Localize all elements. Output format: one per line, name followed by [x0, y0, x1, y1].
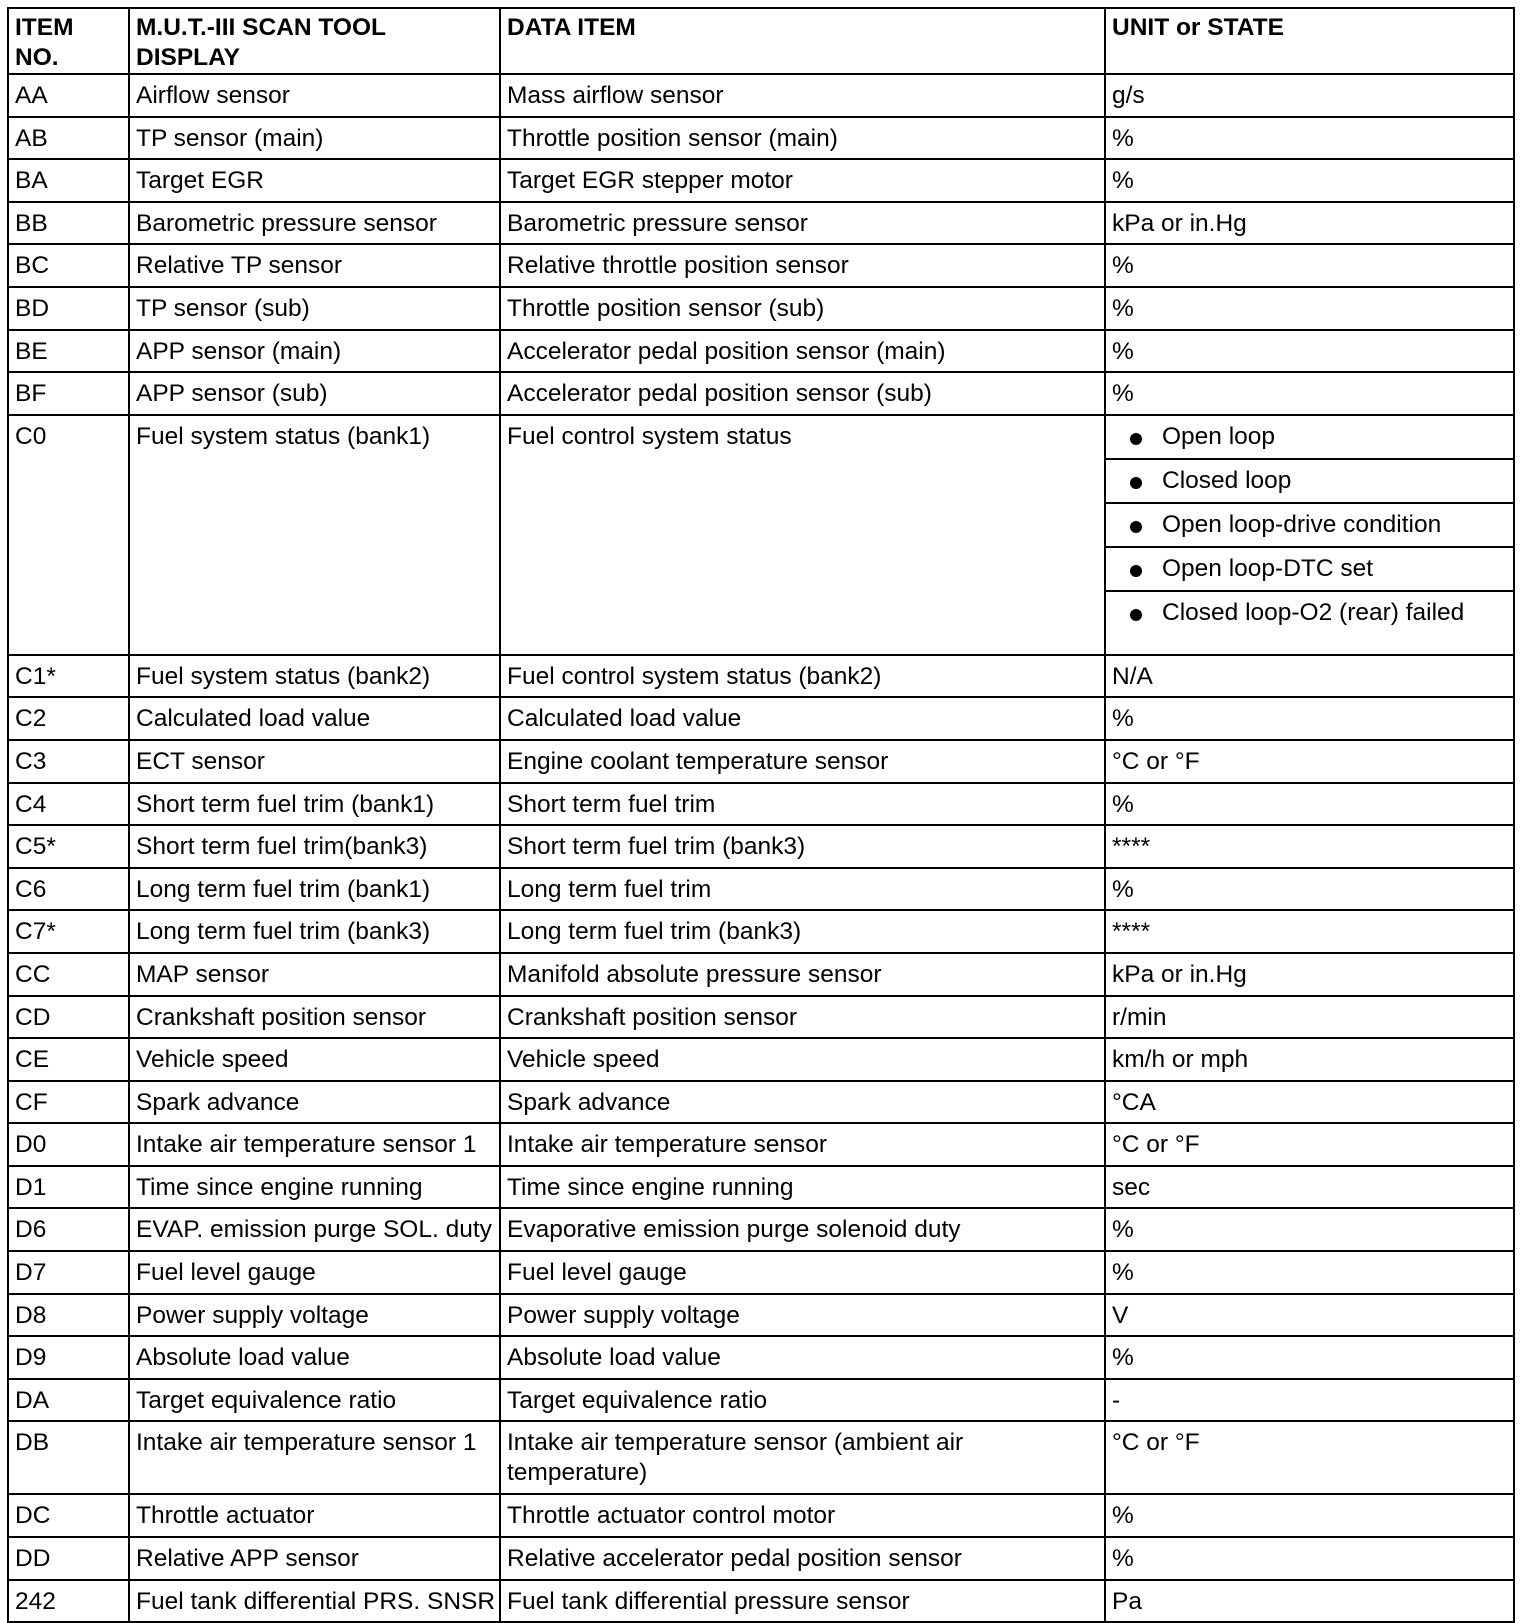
cell-data-item: Target equivalence ratio — [500, 1379, 1105, 1422]
cell-unit: °C or °F — [1105, 1123, 1514, 1166]
header-row — [8, 8, 1514, 74]
cell-unit: V — [1105, 1294, 1514, 1337]
cell-unit: km/h or mph — [1105, 1038, 1514, 1081]
cell-unit: % — [1105, 1251, 1514, 1294]
table-row — [8, 910, 1514, 953]
cell-data-item: Accelerator pedal position sensor (main) — [500, 330, 1105, 373]
cell-item-no: D0 — [8, 1123, 129, 1166]
bullet-icon — [1130, 521, 1142, 533]
table-row — [8, 1494, 1514, 1537]
cell-display: Fuel tank differential PRS. SNSR — [129, 1580, 500, 1623]
cell-display: APP sensor (sub) — [129, 372, 500, 415]
cell-item-no: C4 — [8, 783, 129, 826]
cell-unit: N/A — [1105, 655, 1514, 698]
cell-item-no: BE — [8, 330, 129, 373]
cell-display: TP sensor (main) — [129, 117, 500, 160]
cell-display: Fuel level gauge — [129, 1251, 500, 1294]
cell-item-no: BF — [8, 372, 129, 415]
cell-data-item: Evaporative emission purge solenoid duty — [500, 1208, 1105, 1251]
cell-display: Barometric pressure sensor — [129, 202, 500, 245]
cell-data-item: Throttle position sensor (sub) — [500, 287, 1105, 330]
cell-item-no: DD — [8, 1537, 129, 1580]
cell-unit: % — [1105, 244, 1514, 287]
table-row — [8, 1580, 1514, 1623]
table-row — [8, 1537, 1514, 1580]
table-body — [8, 8, 1514, 1622]
cell-data-item: Spark advance — [500, 1081, 1105, 1124]
table-row — [8, 415, 1514, 655]
cell-display: Vehicle speed — [129, 1038, 500, 1081]
cell-item-no: D6 — [8, 1208, 129, 1251]
cell-display: Short term fuel trim(bank3) — [129, 825, 500, 868]
cell-display: Intake air temperature sensor 1 — [129, 1421, 500, 1494]
table-row — [8, 825, 1514, 868]
cell-display: Spark advance — [129, 1081, 500, 1124]
cell-display: Fuel system status (bank1) — [129, 415, 500, 655]
cell-data-item: Time since engine running — [500, 1166, 1105, 1209]
cell-item-no: D1 — [8, 1166, 129, 1209]
cell-item-no: BB — [8, 202, 129, 245]
state-item — [1106, 592, 1513, 634]
cell-item-no: BA — [8, 159, 129, 202]
table-row — [8, 117, 1514, 160]
cell-item-no: C5* — [8, 825, 129, 868]
cell-data-item: Fuel control system status — [500, 415, 1105, 655]
cell-item-no: 242 — [8, 1580, 129, 1623]
table-row — [8, 1251, 1514, 1294]
table-row — [8, 1208, 1514, 1251]
table-row — [8, 953, 1514, 996]
cell-data-item: Fuel level gauge — [500, 1251, 1105, 1294]
state-item — [1106, 548, 1513, 592]
cell-unit: °C or °F — [1105, 1421, 1514, 1494]
cell-display: Intake air temperature sensor 1 — [129, 1123, 500, 1166]
cell-display: Long term fuel trim (bank3) — [129, 910, 500, 953]
cell-display: ECT sensor — [129, 740, 500, 783]
cell-unit: % — [1105, 330, 1514, 373]
state-label: Open loop-drive condition — [1162, 510, 1442, 538]
scan-data-table — [7, 7, 1515, 1623]
cell-unit: % — [1105, 783, 1514, 826]
state-label: Open loop-DTC set — [1162, 554, 1374, 582]
cell-display: Airflow sensor — [129, 74, 500, 117]
state-list — [1106, 416, 1513, 634]
cell-display: Target EGR — [129, 159, 500, 202]
cell-display: Fuel system status (bank2) — [129, 655, 500, 698]
state-label: Open loop — [1162, 422, 1276, 450]
cell-unit: % — [1105, 697, 1514, 740]
cell-unit: % — [1105, 868, 1514, 911]
cell-unit: °CA — [1105, 1081, 1514, 1124]
cell-display: Throttle actuator — [129, 1494, 500, 1537]
cell-item-no: BC — [8, 244, 129, 287]
cell-data-item: Short term fuel trim — [500, 783, 1105, 826]
cell-item-no: CC — [8, 953, 129, 996]
table-row — [8, 655, 1514, 698]
cell-item-no: AB — [8, 117, 129, 160]
bullet-icon — [1130, 433, 1142, 445]
cell-unit: % — [1105, 117, 1514, 160]
table-row — [8, 244, 1514, 287]
table-row — [8, 868, 1514, 911]
cell-item-no: C0 — [8, 415, 129, 655]
cell-unit-states — [1105, 415, 1514, 655]
table-row — [8, 1336, 1514, 1379]
cell-display: Relative APP sensor — [129, 1537, 500, 1580]
cell-data-item: Relative accelerator pedal position sensor — [500, 1537, 1105, 1580]
cell-data-item: Accelerator pedal position sensor (sub) — [500, 372, 1105, 415]
cell-data-item: Fuel tank differential pressure sensor — [500, 1580, 1105, 1623]
cell-display: Absolute load value — [129, 1336, 500, 1379]
cell-display: Target equivalence ratio — [129, 1379, 500, 1422]
cell-item-no: DB — [8, 1421, 129, 1494]
cell-unit: % — [1105, 1537, 1514, 1580]
cell-unit: °C or °F — [1105, 740, 1514, 783]
cell-data-item: Barometric pressure sensor — [500, 202, 1105, 245]
cell-item-no: C6 — [8, 868, 129, 911]
table-row — [8, 1294, 1514, 1337]
header-display: M.U.T.-III SCAN TOOL DISPLAY — [129, 8, 500, 74]
bullet-icon — [1130, 565, 1142, 577]
cell-item-no: CE — [8, 1038, 129, 1081]
state-item — [1106, 504, 1513, 548]
cell-data-item: Engine coolant temperature sensor — [500, 740, 1105, 783]
header-data-item: DATA ITEM — [500, 8, 1105, 74]
cell-display: Calculated load value — [129, 697, 500, 740]
cell-display: Power supply voltage — [129, 1294, 500, 1337]
cell-data-item: Long term fuel trim — [500, 868, 1105, 911]
state-item — [1106, 416, 1513, 460]
cell-data-item: Relative throttle position sensor — [500, 244, 1105, 287]
cell-display: Relative TP sensor — [129, 244, 500, 287]
cell-display: Crankshaft position sensor — [129, 996, 500, 1039]
cell-unit: % — [1105, 1494, 1514, 1537]
cell-unit: g/s — [1105, 74, 1514, 117]
table-row — [8, 1081, 1514, 1124]
cell-display: Time since engine running — [129, 1166, 500, 1209]
cell-item-no: BD — [8, 287, 129, 330]
cell-item-no: AA — [8, 74, 129, 117]
bullet-icon — [1130, 477, 1142, 489]
header-item-no: ITEM NO. — [8, 8, 129, 74]
cell-data-item: Short term fuel trim (bank3) — [500, 825, 1105, 868]
cell-item-no: CD — [8, 996, 129, 1039]
cell-unit: % — [1105, 159, 1514, 202]
cell-unit: **** — [1105, 910, 1514, 953]
table-row — [8, 1421, 1514, 1494]
table-row — [8, 74, 1514, 117]
cell-unit: sec — [1105, 1166, 1514, 1209]
cell-data-item: Calculated load value — [500, 697, 1105, 740]
cell-data-item: Throttle position sensor (main) — [500, 117, 1105, 160]
cell-unit: **** — [1105, 825, 1514, 868]
cell-data-item: Manifold absolute pressure sensor — [500, 953, 1105, 996]
cell-item-no: D8 — [8, 1294, 129, 1337]
cell-display: Short term fuel trim (bank1) — [129, 783, 500, 826]
bullet-icon — [1130, 609, 1142, 621]
table-row — [8, 996, 1514, 1039]
cell-display: EVAP. emission purge SOL. duty — [129, 1208, 500, 1251]
table-row — [8, 1038, 1514, 1081]
table-row — [8, 783, 1514, 826]
cell-data-item: Vehicle speed — [500, 1038, 1105, 1081]
table-row — [8, 1166, 1514, 1209]
cell-unit: % — [1105, 287, 1514, 330]
cell-display: APP sensor (main) — [129, 330, 500, 373]
cell-data-item: Power supply voltage — [500, 1294, 1105, 1337]
table-row — [8, 287, 1514, 330]
cell-item-no: C7* — [8, 910, 129, 953]
state-label: Closed loop — [1162, 466, 1292, 494]
cell-unit: % — [1105, 1208, 1514, 1251]
table-row — [8, 1379, 1514, 1422]
cell-item-no: D7 — [8, 1251, 129, 1294]
state-item — [1106, 460, 1513, 504]
cell-data-item: Intake air temperature sensor — [500, 1123, 1105, 1166]
cell-data-item: Long term fuel trim (bank3) — [500, 910, 1105, 953]
table-row — [8, 159, 1514, 202]
table-row — [8, 1123, 1514, 1166]
cell-data-item: Intake air temperature sensor (ambient air temperature) — [500, 1421, 1105, 1494]
cell-display: TP sensor (sub) — [129, 287, 500, 330]
cell-display: Long term fuel trim (bank1) — [129, 868, 500, 911]
cell-item-no: DA — [8, 1379, 129, 1422]
cell-display: MAP sensor — [129, 953, 500, 996]
cell-unit: kPa or in.Hg — [1105, 202, 1514, 245]
cell-unit: - — [1105, 1379, 1514, 1422]
cell-item-no: DC — [8, 1494, 129, 1537]
table-row — [8, 697, 1514, 740]
table-row — [8, 740, 1514, 783]
table-row — [8, 372, 1514, 415]
table-row — [8, 330, 1514, 373]
cell-data-item: Absolute load value — [500, 1336, 1105, 1379]
cell-item-no: C3 — [8, 740, 129, 783]
cell-unit: r/min — [1105, 996, 1514, 1039]
cell-unit: Pa — [1105, 1580, 1514, 1623]
state-label: Closed loop-O2 (rear) failed — [1162, 598, 1465, 626]
cell-item-no: C2 — [8, 697, 129, 740]
header-unit: UNIT or STATE — [1105, 8, 1514, 74]
cell-unit: kPa or in.Hg — [1105, 953, 1514, 996]
cell-data-item: Mass airflow sensor — [500, 74, 1105, 117]
cell-item-no: D9 — [8, 1336, 129, 1379]
cell-item-no: CF — [8, 1081, 129, 1124]
cell-unit: % — [1105, 1336, 1514, 1379]
cell-data-item: Throttle actuator control motor — [500, 1494, 1105, 1537]
table-row — [8, 202, 1514, 245]
cell-data-item: Crankshaft position sensor — [500, 996, 1105, 1039]
cell-unit: % — [1105, 372, 1514, 415]
cell-data-item: Target EGR stepper motor — [500, 159, 1105, 202]
cell-item-no: C1* — [8, 655, 129, 698]
cell-data-item: Fuel control system status (bank2) — [500, 655, 1105, 698]
